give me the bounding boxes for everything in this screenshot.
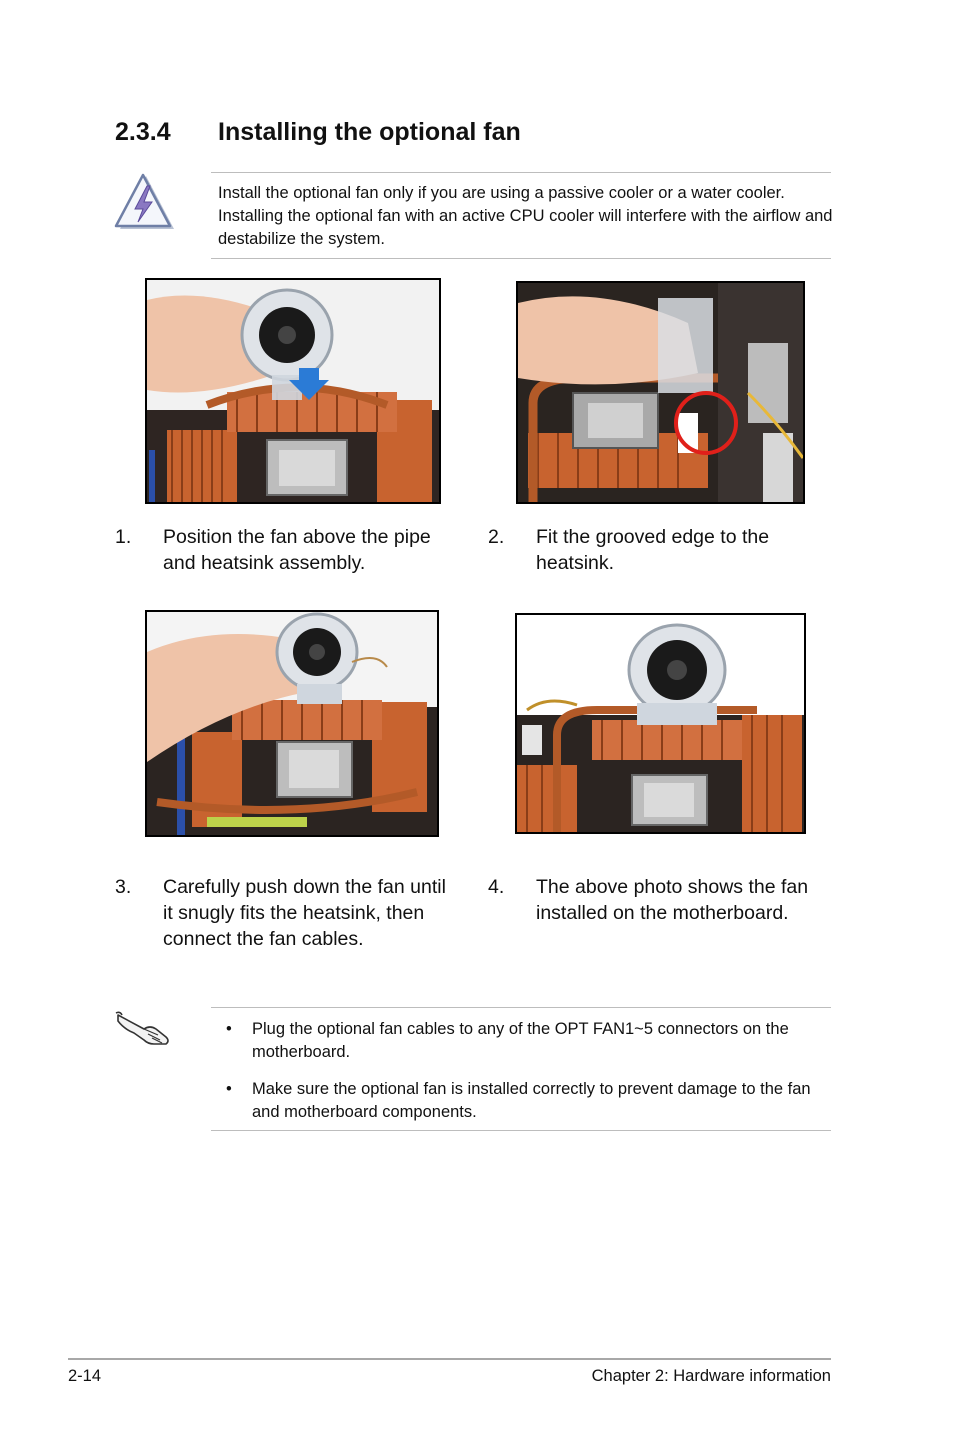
section-heading <box>115 118 521 147</box>
warning-bottom-rule <box>211 258 831 259</box>
section-title: Installing the optional fan <box>218 118 521 146</box>
warning-icon <box>114 172 176 232</box>
list-item <box>218 1018 830 1064</box>
chapter-title: Chapter 2: Hardware information <box>591 1367 831 1385</box>
list-item <box>218 1078 830 1124</box>
page-number: 2-14 <box>68 1367 102 1385</box>
note-text: Make sure the optional fan is installed correctly to prevent damage to the fan and motherboard components. <box>252 1080 811 1121</box>
photo-step-3 <box>145 610 439 837</box>
step-text: Fit the grooved edge to the heatsink. <box>536 526 770 574</box>
warning-text: Install the optional fan only if you are using a passive cooler or a water cooler. Installing the optional fan with an active CPU cooler will interfere with the airflow and destabilize the system. <box>218 184 833 248</box>
step-text: Position the fan above the pipe and heatsink assembly. <box>163 526 431 574</box>
pointing-hand-icon <box>114 1007 174 1047</box>
photo-step-1 <box>145 278 441 504</box>
photo-step-4 <box>515 613 806 834</box>
warning-top-rule <box>211 172 831 173</box>
step-number: 1. <box>115 526 132 548</box>
note-top-rule <box>211 1007 831 1008</box>
bullet: • <box>226 1080 232 1098</box>
note-text: Plug the optional fan cables to any of the OPT FAN1~5 connectors on the motherboard. <box>252 1020 789 1061</box>
step-number: 2. <box>488 526 505 548</box>
photo-step-2 <box>516 281 805 504</box>
bullet: • <box>226 1020 232 1038</box>
footer-rule <box>68 1358 831 1360</box>
step-number: 4. <box>488 876 505 898</box>
step-text: Carefully push down the fan until it snugly fits the heatsink, then connect the fan cables. <box>163 876 446 950</box>
note-bottom-rule <box>211 1130 831 1131</box>
section-number: 2.3.4 <box>115 118 171 146</box>
step-text: The above photo shows the fan installed on the motherboard. <box>536 876 809 924</box>
step-number: 3. <box>115 876 132 898</box>
note-list <box>218 1018 830 1138</box>
